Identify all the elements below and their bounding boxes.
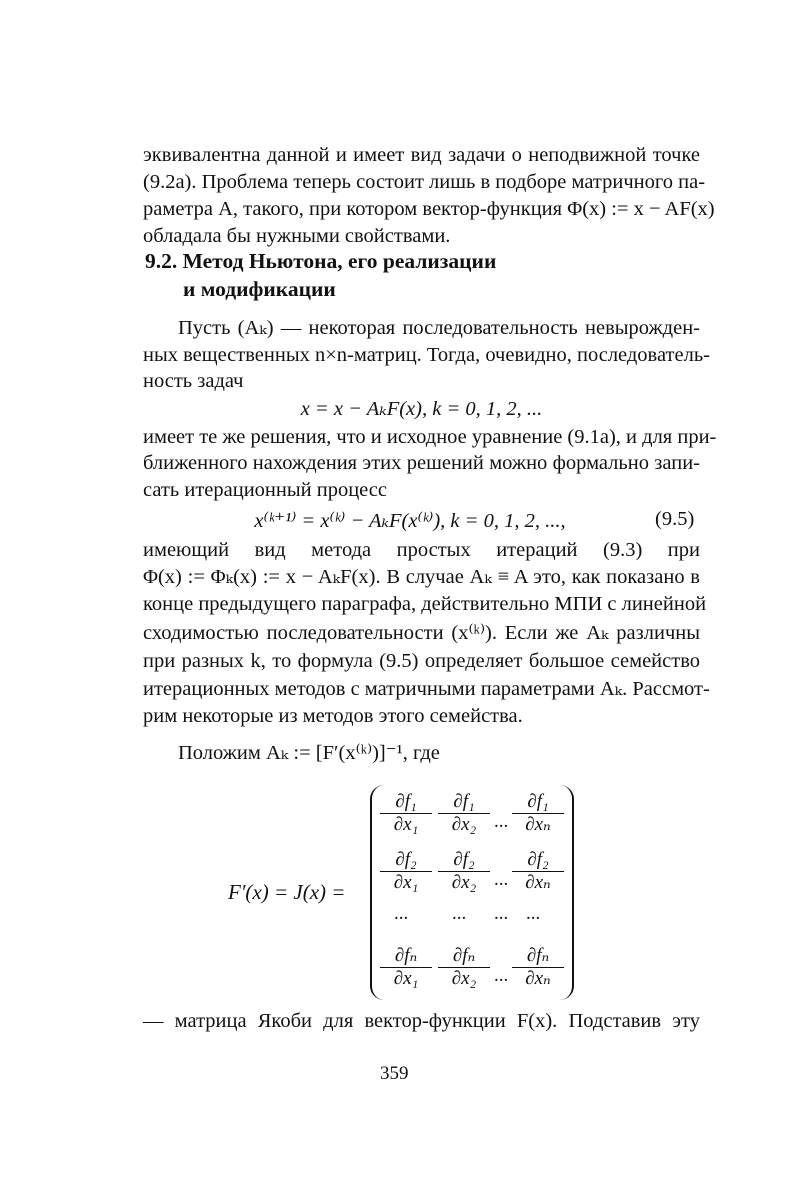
text-line: сходимостью последовательности (x⁽ᵏ⁾). Если же Aₖ различны [143,622,700,644]
matrix-dots: ... [494,965,509,986]
text-line: раметра A, такого, при котором вектор-функция Φ(x) := x − AF(x) [143,198,715,220]
text-line: Пусть (Aₖ) — некоторая последовательность невырожден- [178,317,700,339]
formula-2: x⁽ᵏ⁺¹⁾ = x⁽ᵏ⁾ − AₖF(x⁽ᵏ⁾), k = 0, 1, 2, ..., [254,510,566,532]
text-line: эквивалентна данной и имеет вид задачи о неподвижной точке [143,144,700,166]
matrix-dots: ... [494,811,509,832]
matrix-cell: ∂f₂ ∂xₙ [512,849,564,894]
text-line: — матрица Якоби для вектор-функции F(x). Подставив эту [143,1010,700,1032]
matrix-dots: ... [452,903,467,924]
section-heading-line2: и модификации [183,277,336,301]
matrix-cell: ∂fₙ ∂x₂ [438,945,490,990]
text-line: рим некоторые из методов этого семейства. [143,705,523,727]
text-line: ных вещественных n×n-матриц. Тогда, очевидно, последователь- [143,344,711,366]
section-heading-line1: 9.2. Метод Ньютона, его реализации [145,249,497,273]
text-line: при разных k, то формула (9.5) определяет большое семейство [143,650,700,672]
equation-number: (9.5) [655,508,695,530]
matrix-cell: ∂f₂ ∂x₂ [438,849,490,894]
formula-3: Положим Aₖ := [F′(x⁽ᵏ⁾)]⁻¹, где [178,742,440,764]
text-line: сать итерационный процесс [143,479,387,501]
matrix-dots: ... [526,903,541,924]
text-line: обладала бы нужными свойствами. [143,225,451,247]
jacobian-matrix [370,785,574,1000]
matrix-cell: ∂fₙ ∂xₙ [512,945,564,990]
text-line: итерационных методов с матричными параметрами Aₖ. Рассмот- [143,678,710,700]
matrix-cell: ∂f₁ ∂xₙ [512,791,564,836]
jacobian-label: F′(x) = J(x) = [228,880,346,904]
matrix-cell: ∂f₁ ∂x₂ [438,791,490,836]
matrix-cell: ∂f₂ ∂x₁ [380,849,432,894]
page-number: 359 [380,1063,409,1084]
matrix-dots: ... [394,903,409,924]
matrix-cell: ∂f₁ ∂x₁ [380,791,432,836]
text-line: имеет те же решения, что и исходное уравнение (9.1a), и для при- [143,426,717,448]
matrix-dots: ... [494,903,509,924]
text-line: (9.2a). Проблема теперь состоит лишь в подборе матричного па- [143,171,706,193]
matrix-cell: ∂fₙ ∂x₁ [380,945,432,990]
text-line: конце предыдущего параграфа, действительно МПИ с линейной [143,593,707,615]
text-line: ность задач [143,370,244,392]
text-line: ближенного нахождения этих решений можно формально запи- [143,452,700,474]
matrix-dots: ... [494,869,509,890]
text-line: Φ(x) := Φₖ(x) := x − AₖF(x). В случае Aₖ ≡ A это, как показано в [143,566,700,588]
text-line: имеющий вид метода простых итераций (9.3) при [143,539,700,561]
formula-1: x = x − AₖF(x), k = 0, 1, 2, ... [300,398,543,420]
